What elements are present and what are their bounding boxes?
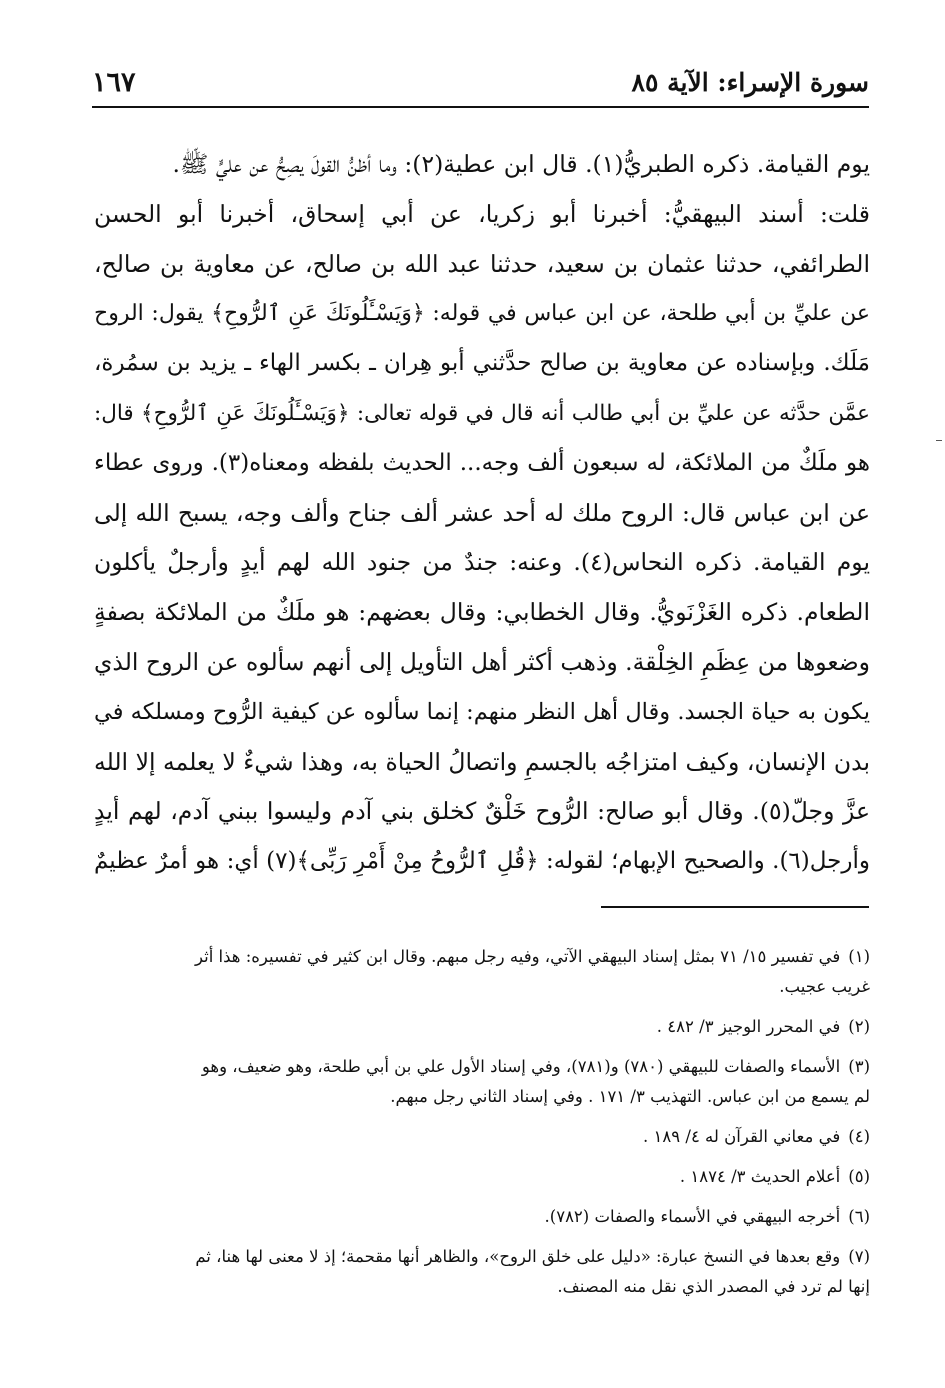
text-line: عزَّ وجلّ(٥). وقال أبو صالح: الرُّوح خَلْقٌ كخلق بني آدم وليسوا ببني آدم، لهم أيدٍ [94,797,870,826]
text-line: عن عليِّ بن أبي طلحة، عن ابن عباس في قوله: ﴿وَيَسْـَٔلُونَكَ عَنِ ٱلرُّوحِ﴾ يقول: الروح [94,301,870,327]
text-line: يكون به حياة الجسد. وقال أهل النظر منهم: إنما سألوه عن كيفية الرُّوح ومسلكه في [94,698,870,725]
footnote-number: (٤) [848,1127,870,1146]
footnote-2 [94,1012,870,1042]
footnote-5 [94,1162,870,1192]
text-line: يوم القيامة. ذكره الطبريُّ(١). قال ابن عطية(٢): وما أظنُّ القولَ يصِحُّ عن عليٍّ ﷺ. [172,150,870,178]
text-line: يوم القيامة. ذكره النحاس(٤). وعنه: جندٌ من جنود الله لهم أيدٍ وأرجلٌ يأكلون [94,548,870,577]
footnotes [94,942,870,1312]
text-line: وضعوها من عِظَمِ الخِلْقة. وذهب أكثر أهل التأويل إلى أنهم سألوه عن الروح الذي [94,647,870,676]
main-text [94,140,870,887]
footnote-text: غريب عجيب. [779,977,870,996]
page-number: ١٦٧ [92,66,136,98]
text-line: هو ملَكٌ من الملائكة، له سبعون ألف وجه... الحديث بلفظه ومعناه(٣). وروى عطاء [94,449,870,476]
footnote-text: في المحرر الوجيز ٣/ ٤٨٢ . [656,1017,841,1036]
footnote-number: (٥) [848,1167,870,1186]
footnote-7 [94,1242,870,1302]
footnote-4 [94,1122,870,1152]
text-line: بدن الإنسان، وكيف امتزاجُه بالجسمِ واتصالُ الحياة به، وهذا شيءٌ لا يعلمه إلا الله [94,747,870,776]
footnote-6 [94,1202,870,1232]
footnote-3 [94,1052,870,1112]
text-line: وأرجل(٦). والصحيح الإبهام؛ لقوله: ﴿قُلِ ٱلرُّوحُ مِنْ أَمْرِ رَبِّى﴾(٧) أي: هو أمرٌ عظيمٌ [94,848,870,875]
footnote-1 [94,942,870,1002]
footnote-text: وقع بعدها في النسخ عبارة: «دليل على خلق الروح»، والظاهر أنها مقحمة؛ إذ لا معنى لها هنا، ثم [195,1247,841,1266]
footnote-number: (٧) [848,1247,870,1266]
text-line: عمَّن حدَّثه عن عليِّ بن أبي طالب أنه قال في قوله تعالى: ﴿وَيَسْـَٔلُونَكَ عَنِ ٱلرُّوحِ﴾ قال: [94,400,870,426]
footnote-text: أخرجه البيهقي في الأسماء والصفات (٧٨٢). [544,1207,841,1226]
text-line: الطرائفي، حدثنا عثمان بن سعيد، حدثنا عبد الله بن صالح، عن معاوية بن صالح، [94,249,870,278]
text-line: الطعام. ذكره الغَزْنَويُّ. وقال الخطابي: وقال بعضهم: هو ملَكٌ من الملائكة بصفةٍ [94,598,870,627]
footnote-text: في معاني القرآن له ٤/ ١٨٩ . [643,1127,841,1146]
footnote-separator [601,906,869,908]
text-line: عن ابن عباس قال: الروح ملك له أحد عشر ألف جناح وألف وجه، يسبح الله إلى [94,498,870,527]
running-title: سورة الإسراء: الآية ٨٥ [631,67,869,97]
page-header [92,62,869,102]
footnote-text: في تفسير ١٥/ ٧١ بمثل إسناد البيهقي الآتي، وفيه رجل مبهم. وقال ابن كثير في تفسيره: هذا أثر [195,947,841,966]
footnote-text: إنها لم ترد في المصدر الذي نقل منه المصنف. [557,1277,870,1296]
footnote-number: (٣) [848,1057,870,1076]
footnote-number: (٢) [848,1017,870,1036]
footnote-number: (٦) [848,1207,870,1226]
footnote-number: (١) [848,947,870,966]
footnote-text: الأسماء والصفات للبيهقي (٧٨٠) و(٧٨١)، وفي إسناد الأول علي بن أبي طلحة، وهو ضعيف، وهو [201,1057,841,1076]
header-rule [92,106,869,108]
text-line: قلت: أسند البيهقيُّ: أخبرنا أبو زكريا، عن أبي إسحاق، أخبرنا أبو الحسن [94,199,870,228]
scan-edge-mark [936,440,942,441]
footnote-text: أعلام الحديث ٣/ ١٨٧٤ . [679,1167,841,1186]
text-line: مَلَك. وبإسناده عن معاوية بن صالح حدَّثني أبو هِران ـ بكسر الهاء ـ يزيد بن سمُرة، [94,350,870,377]
footnote-text: لم يسمع من ابن عباس. التهذيب ٣/ ١٧١ . وفي إسناد الثاني رجل مبهم. [390,1087,870,1106]
